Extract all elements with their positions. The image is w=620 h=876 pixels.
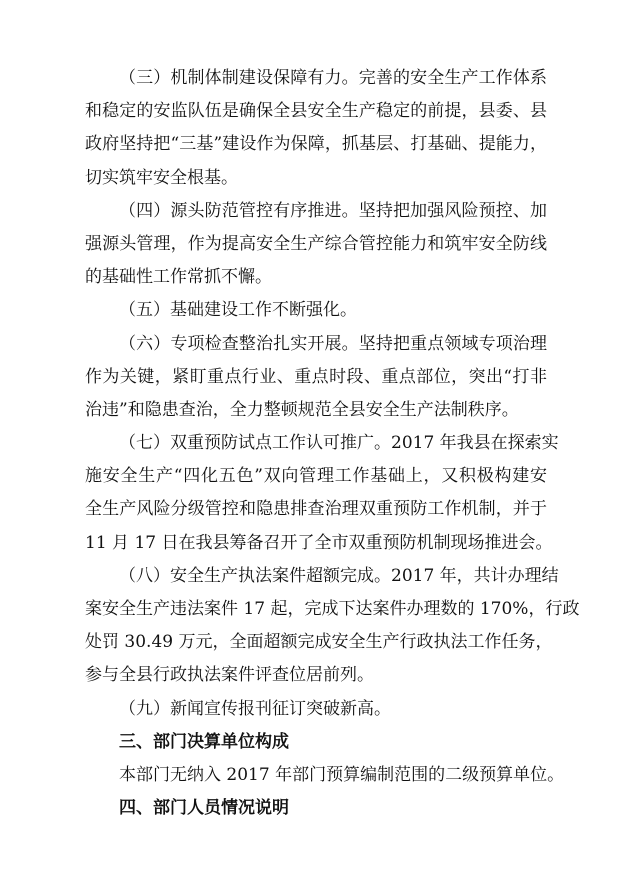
- section-3-body: 本部门无纳入 2017 年部门预算编制范围的二级预算单位。: [119, 764, 565, 785]
- paragraph-7-line-2: 施安全生产“四化五色”双向管理工作基础上，又积极构建安: [85, 466, 547, 487]
- paragraph-4-line-3: 的基础性工作常抓不懈。: [85, 267, 272, 288]
- section-heading-3: 三、部门决算单位构成: [119, 731, 289, 752]
- paragraph-9-line-1: （九）新闻宣传报刊征订突破新高。: [119, 698, 391, 719]
- paragraph-7-line-1: （七）双重预防试点工作认可推广。2017 年我县在探索实: [119, 433, 559, 454]
- paragraph-7-line-4: 11 月 17 日在我县筹备召开了全市双重预防机制现场推进会。: [85, 532, 553, 553]
- paragraph-3-line-3: 政府坚持把“三基”建设作为保障，抓基层、打基础、提能力，: [85, 134, 547, 155]
- paragraph-4-line-2: 强源头管理，作为提高安全生产综合管控能力和筑牢安全防线: [85, 233, 547, 254]
- section-heading-4: 四、部门人员情况说明: [119, 798, 289, 819]
- paragraph-6-line-1: （六）专项检查整治扎实开展。坚持把重点领域专项治理: [119, 333, 547, 354]
- paragraph-8-line-2: 案安全生产违法案件 17 起，完成下达案件办理数的 170%，行政: [85, 599, 580, 619]
- paragraph-7-line-3: 全生产风险分级管控和隐患排查治理双重预防工作机制，并于: [85, 499, 547, 520]
- document-body: [85, 62, 580, 825]
- paragraph-8-line-3: 处罚 30.49 万元，全面超额完成安全生产行政执法工作任务，: [85, 632, 553, 653]
- paragraph-6-line-3: 治违”和隐患查治，全力整顿规范全县安全生产法制秩序。: [85, 399, 519, 420]
- paragraph-3-line-1: （三）机制体制建设保障有力。完善的安全生产工作体系: [119, 68, 547, 88]
- paragraph-6-line-2: 作为关键，紧盯重点行业、重点时段、重点部位，突出“打非: [85, 366, 547, 387]
- paragraph-3-line-2: 和稳定的安监队伍是确保全县安全生产稳定的前提，县委、县: [85, 101, 547, 122]
- paragraph-3-line-4: 切实筑牢安全根基。: [85, 167, 238, 188]
- paragraph-4-line-1: （四）源头防范管控有序推进。坚持把加强风险预控、加: [119, 200, 547, 221]
- paragraph-5-line-1: （五）基础建设工作不断强化。: [119, 300, 357, 321]
- paragraph-8-line-1: （八）安全生产执法案件超额完成。2017 年，共计办理结: [119, 565, 559, 586]
- paragraph-8-line-4: 参与全县行政执法案件评查位居前列。: [85, 665, 374, 686]
